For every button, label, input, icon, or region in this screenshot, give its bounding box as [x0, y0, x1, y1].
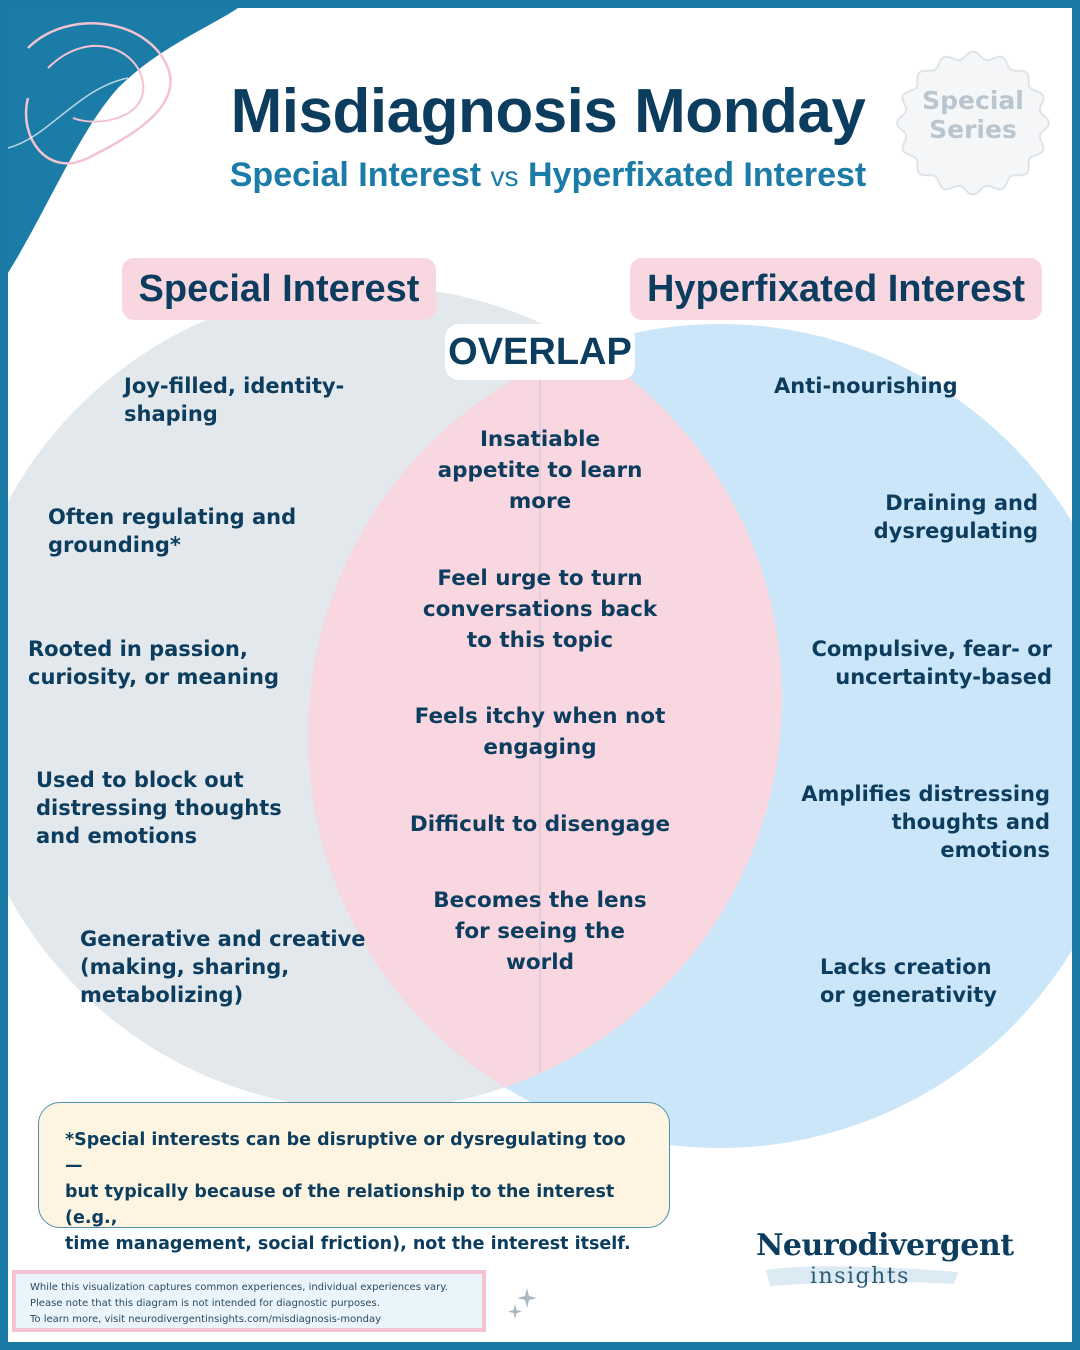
subtitle-right: Hyperfixated Interest: [528, 156, 867, 194]
right-item: Lacks creation or generativity: [820, 955, 997, 1007]
infographic-frame: [8, 8, 1072, 1342]
left-item: Used to block out distressing thoughts and emotions: [36, 768, 282, 848]
page-subtitle: [148, 156, 948, 195]
right-item: Anti-nourishing: [774, 374, 958, 398]
label-overlap: OVERLAP: [445, 324, 635, 380]
label-special-interest: Special Interest: [122, 258, 436, 320]
left-item: Rooted in passion, curiosity, or meaning: [28, 637, 279, 689]
right-item: Compulsive, fear- or uncertainty-based: [811, 637, 1052, 689]
left-item: Joy-filled, identity- shaping: [124, 374, 345, 426]
badge-text: Special Series: [922, 86, 1024, 144]
brand-logo: [756, 1220, 1036, 1300]
logo-subtext: insights: [810, 1264, 910, 1289]
right-item: Amplifies distressing thoughts and emotions: [801, 782, 1050, 862]
overlap-item: Insatiable appetite to learn more: [437, 427, 643, 514]
logo-wordmark: Neurodivergent: [756, 1228, 1014, 1263]
page-title: Misdiagnosis Monday: [230, 77, 866, 146]
footnote-box: *Special interests can be disruptive or dysregulating too — but typically because of the relationship to the interest (e.g., time management, social friction), not the interest itself.: [38, 1102, 670, 1228]
right-item: Draining and dysregulating: [873, 491, 1038, 543]
overlap-item: Feel urge to turn conversations back to this topic: [422, 566, 658, 653]
label-hyperfixated-interest: Hyperfixated Interest: [630, 258, 1042, 320]
left-item: Often regulating and grounding*: [48, 505, 297, 557]
overlap-item: Feels itchy when not engaging: [414, 704, 666, 760]
overlap-item: Difficult to disengage: [409, 812, 671, 837]
overlap-item: Becomes the lens for seeing the world: [433, 888, 647, 975]
subtitle-left: Special Interest: [229, 156, 482, 194]
sparkle-icon: [503, 1284, 543, 1324]
subtitle-vs: vs: [490, 161, 519, 192]
left-item: Generative and creative (making, sharing, metabolizing): [80, 927, 366, 1007]
special-series-badge: [888, 48, 1058, 198]
disclaimer-box: While this visualization captures common experiences, individual experiences vary. Please note that this diagram is not intended for diagnostic purposes. To learn more, visit neurodivergentinsights.com/misdiagnosis-monday: [12, 1270, 486, 1332]
